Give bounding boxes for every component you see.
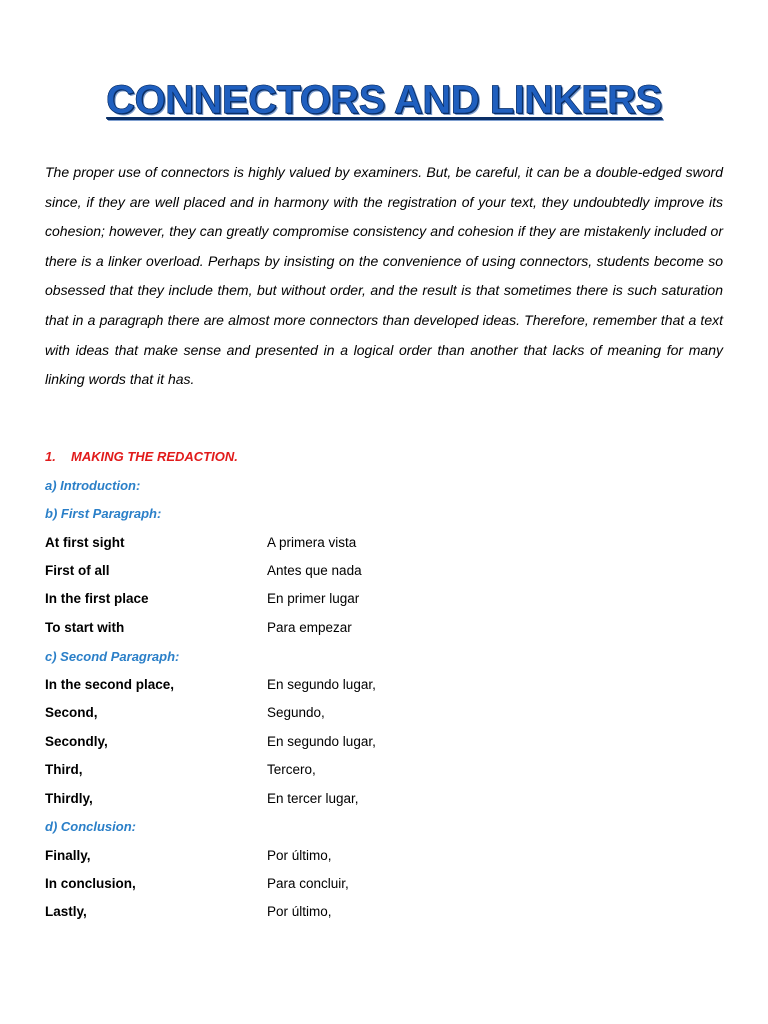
connector-spanish: Por último, (267, 904, 332, 919)
connector-english: Lastly, (45, 904, 87, 919)
connector-spanish: Segundo, (267, 705, 325, 720)
subhead-first-paragraph: b) First Paragraph: (45, 506, 162, 521)
connector-spanish: En primer lugar (267, 591, 360, 606)
connector-row (45, 876, 725, 896)
connector-spanish: En tercer lugar, (267, 791, 359, 806)
connector-spanish: Por último, (267, 848, 332, 863)
connector-spanish: Tercero, (267, 762, 316, 777)
connector-row (45, 904, 725, 924)
connector-english: Second, (45, 705, 98, 720)
connector-spanish: En segundo lugar, (267, 734, 376, 749)
connector-english: In the second place, (45, 677, 175, 692)
connector-row (45, 705, 725, 725)
connector-english: Finally, (45, 848, 91, 863)
connector-row (45, 620, 725, 640)
connector-english: Secondly, (45, 734, 108, 749)
connector-row (45, 563, 725, 583)
connector-english: First of all (45, 563, 110, 578)
connector-row (45, 848, 725, 868)
connector-row (45, 791, 725, 811)
connector-spanish: Para empezar (267, 620, 352, 635)
section-number: 1. (45, 449, 56, 464)
connector-english: Thirdly, (45, 791, 93, 806)
connector-row (45, 677, 725, 697)
connector-english: At first sight (45, 535, 125, 550)
connector-spanish: A primera vista (267, 535, 357, 550)
subhead-introduction: a) Introduction: (45, 478, 141, 493)
connector-english: To start with (45, 620, 125, 635)
connector-row (45, 734, 725, 754)
subhead-second-paragraph: c) Second Paragraph: (45, 649, 180, 664)
connector-english: In the first place (45, 591, 149, 606)
connector-spanish: En segundo lugar, (267, 677, 376, 692)
section-heading (45, 449, 238, 464)
section-title: MAKING THE REDACTION. (71, 449, 238, 464)
connector-spanish: Para concluir, (267, 876, 349, 891)
connector-english: In conclusion, (45, 876, 136, 891)
connector-spanish: Antes que nada (267, 563, 362, 578)
connector-row (45, 591, 725, 611)
connector-row (45, 762, 725, 782)
connector-row (45, 535, 725, 555)
intro-paragraph: The proper use of connectors is highly valued by examiners. But, be careful, it can be a double-edged sword since, if they are well placed and in harmony with the registration of your text, they undoubtedly improve its cohesion; however, they can greatly compromise consistency and cohesion if they are mistakenly included or there is a linker overload. Perhaps by insisting on the convenience of using connectors, students become so obsessed that they include them, but without order, and the result is that sometimes there is such saturation that in a paragraph there are almost more connectors than developed ideas. Therefore, remember that a text with ideas that make sense and presented in a logical order than another that lacks of meaning for many linking words that it has. (45, 164, 723, 388)
subhead-conclusion: d) Conclusion: (45, 819, 136, 834)
document-title: CONNECTORS AND LINKERS (106, 78, 662, 122)
connector-english: Third, (45, 762, 83, 777)
